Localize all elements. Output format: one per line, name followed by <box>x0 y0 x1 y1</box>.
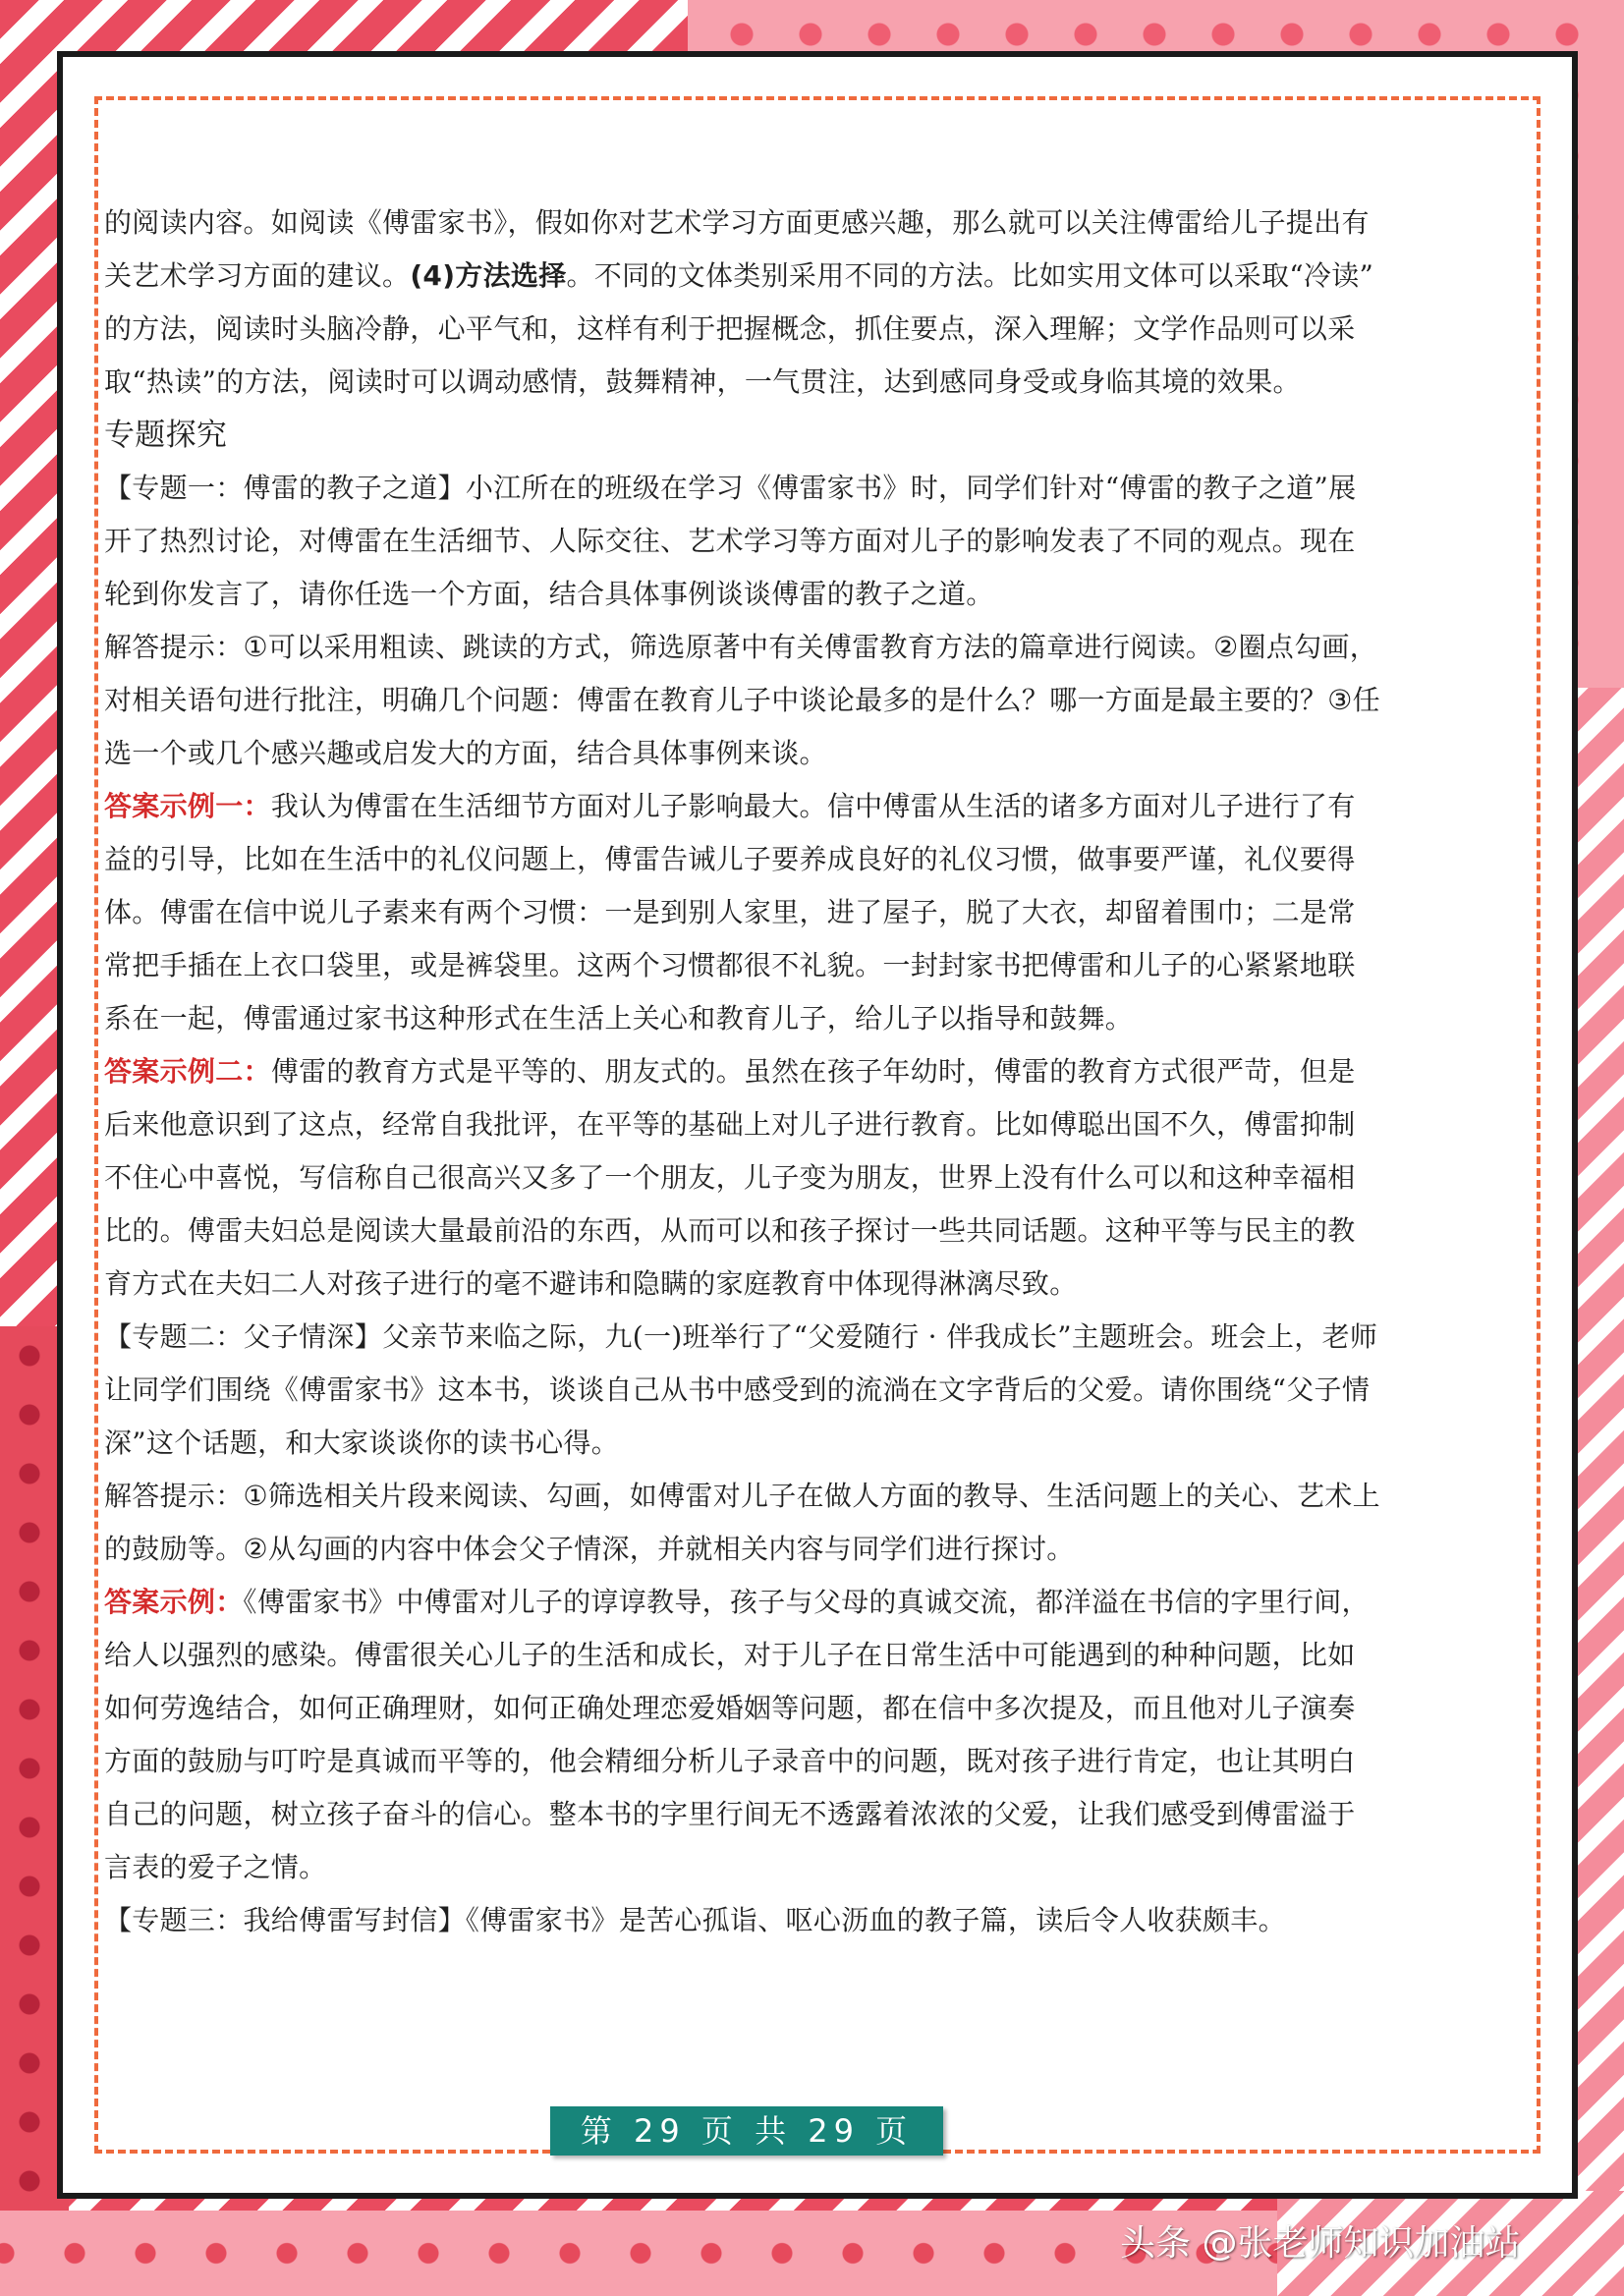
answer-example-one-label: 答案示例一： <box>104 790 271 822</box>
topic-two <box>104 1311 1381 1470</box>
topic-three-text: 《傅雷家书》是苦心孤诣、呕心沥血的教子篇，读后令人收获颇丰。 <box>465 1904 1286 1936</box>
paragraph-reading-method <box>104 196 1381 409</box>
paragraph-text-rest: 。不同的文体类别采用不同的方法。比如实用文体可以采取“冷读” 的方法，阅读时头脑冷静，心平气和，这样有利于把握概念，抓住要点，深入理解；文学作品则可以采取“热读”的方法，阅读时可以调动感情，鼓舞精神，一气贯注，达到感同身受或身临其境的效果。 <box>104 259 1374 398</box>
answer-example-one-text: 我认为傅雷在生活细节方面对儿子影响最大。信中傅雷从生活的诸多方面对儿子进行了有益的引导，比如在生活中的礼仪问题上，傅雷告诫儿子要养成良好的礼仪习惯，做事要严谨，礼仪要得体。傅雷在信中说儿子素来有两个习惯：一是到别人家里，进了屋子，脱了大衣，却留着围巾；二是常常把手插在上衣口袋里，或是裤袋里。这两个习惯都很不礼貌。一封封家书把傅雷和儿子的心紧紧地联系在一起，傅雷通过家书这种形式在生活上关心和教育儿子，给儿子以指导和鼓舞。 <box>104 790 1356 1035</box>
section-heading: 专题探究 <box>104 418 228 453</box>
topic-two-text: 父亲节来临之际，九(一)班举行了“父爱随行 · 伴我成长”主题班会。班会上，老师让同学们围绕《傅雷家书》这本书，谈谈自己从书中感受到的流淌在文字背后的父爱。请你围绕“父子情深”这个话题，和大家谈谈你的读书心得。 <box>104 1320 1378 1459</box>
method-choice-label: (4)方法选择 <box>410 259 567 292</box>
topic-one <box>104 462 1381 621</box>
topic-three <box>104 1894 1381 1947</box>
answer-example-two-label: 答案示例二： <box>104 1055 271 1088</box>
answer-example-three <box>104 1576 1381 1894</box>
topic-one-label: 【专题一：傅雷的教子之道】 <box>104 472 466 504</box>
answer-example-three-text: 《傅雷家书》中傅雷对儿子的谆谆教导，孩子与父母的真诚交流，都洋溢在书信的字里行间，给人以强烈的感染。傅雷很关心儿子的生活和成长，对于儿子在日常生活中可能遇到的种种问题，比如如何劳逸结合，如何正确理财，如何正确处理恋爱婚姻等问题，都在信中多次提及，而且他对儿子演奏方面的鼓励与叮咛是真诚而平等的，他会精细分析儿子录音中的问题，既对孩子进行肯定，也让其明白自己的问题，树立孩子奋斗的信心。整本书的字里行间无不透露着浓浓的父爱，让我们感受到傅雷溢于言表的爱子之情。 <box>104 1586 1370 1883</box>
page-number-badge: 第 29 页 共 29 页 <box>550 2106 943 2156</box>
answer-example-three-label: 答案示例： <box>104 1586 244 1618</box>
hint-two: 解答提示：①筛选相关片段来阅读、勾画，如傅雷对儿子在做人方面的教导、生活问题上的关心、艺术上的鼓励等。②从勾画的内容中体会父子情深，并就相关内容与同学们进行探讨。 <box>104 1480 1380 1565</box>
answer-example-two <box>104 1045 1381 1311</box>
answer-example-two-text: 傅雷的教育方式是平等的、朋友式的。虽然在孩子年幼时，傅雷的教育方式很严苛，但是后来他意识到了这点，经常自我批评，在平等的基础上对儿子进行教育。比如傅聪出国不久，傅雷抑制不住心中喜悦，写信称自己很高兴又多了一个朋友，儿子变为朋友，世界上没有什么可以和这种幸福相比的。傅雷夫妇总是阅读大量最前沿的东西，从而可以和孩子探讨一些共同话题。这种平等与民主的教育方式在夫妇二人对孩子进行的毫不避讳和隐瞒的家庭教育中体现得淋漓尽致。 <box>104 1055 1356 1300</box>
topic-one-text: 小江所在的班级在学习《傅雷家书》时，同学们针对“傅雷的教子之道”展开了热烈讨论，对傅雷在生活细节、人际交往、艺术学习等方面对儿子的影响发表了不同的观点。现在轮到你发言了，请你任选一个方面，结合具体事例谈谈傅雷的教子之道。 <box>104 472 1357 610</box>
topic-two-label: 【专题二：父子情深】 <box>104 1320 383 1353</box>
watermark-text: 头条 @张老师知识加油站 <box>1120 2223 1521 2264</box>
document-body <box>104 196 1381 1947</box>
paragraph-text: 的阅读内容。如阅读《傅雷家书》，假如你对艺术学习方面更感兴趣，那么就可以关注傅雷给儿子提出有关艺术学习方面的建议。 <box>104 206 1370 292</box>
answer-example-one <box>104 780 1381 1045</box>
topic-three-label: 【专题三：我给傅雷写封信】 <box>104 1904 466 1936</box>
hint-one: 解答提示：①可以采用粗读、跳读的方式，筛选原著中有关傅雷教育方法的篇章进行阅读。②圈点勾画，对相关语句进行批注，明确几个问题：傅雷在教育儿子中谈论最多的是什么？哪一方面是最主要的？③任选一个或几个感兴趣或启发大的方面，结合具体事例来谈。 <box>104 631 1380 769</box>
